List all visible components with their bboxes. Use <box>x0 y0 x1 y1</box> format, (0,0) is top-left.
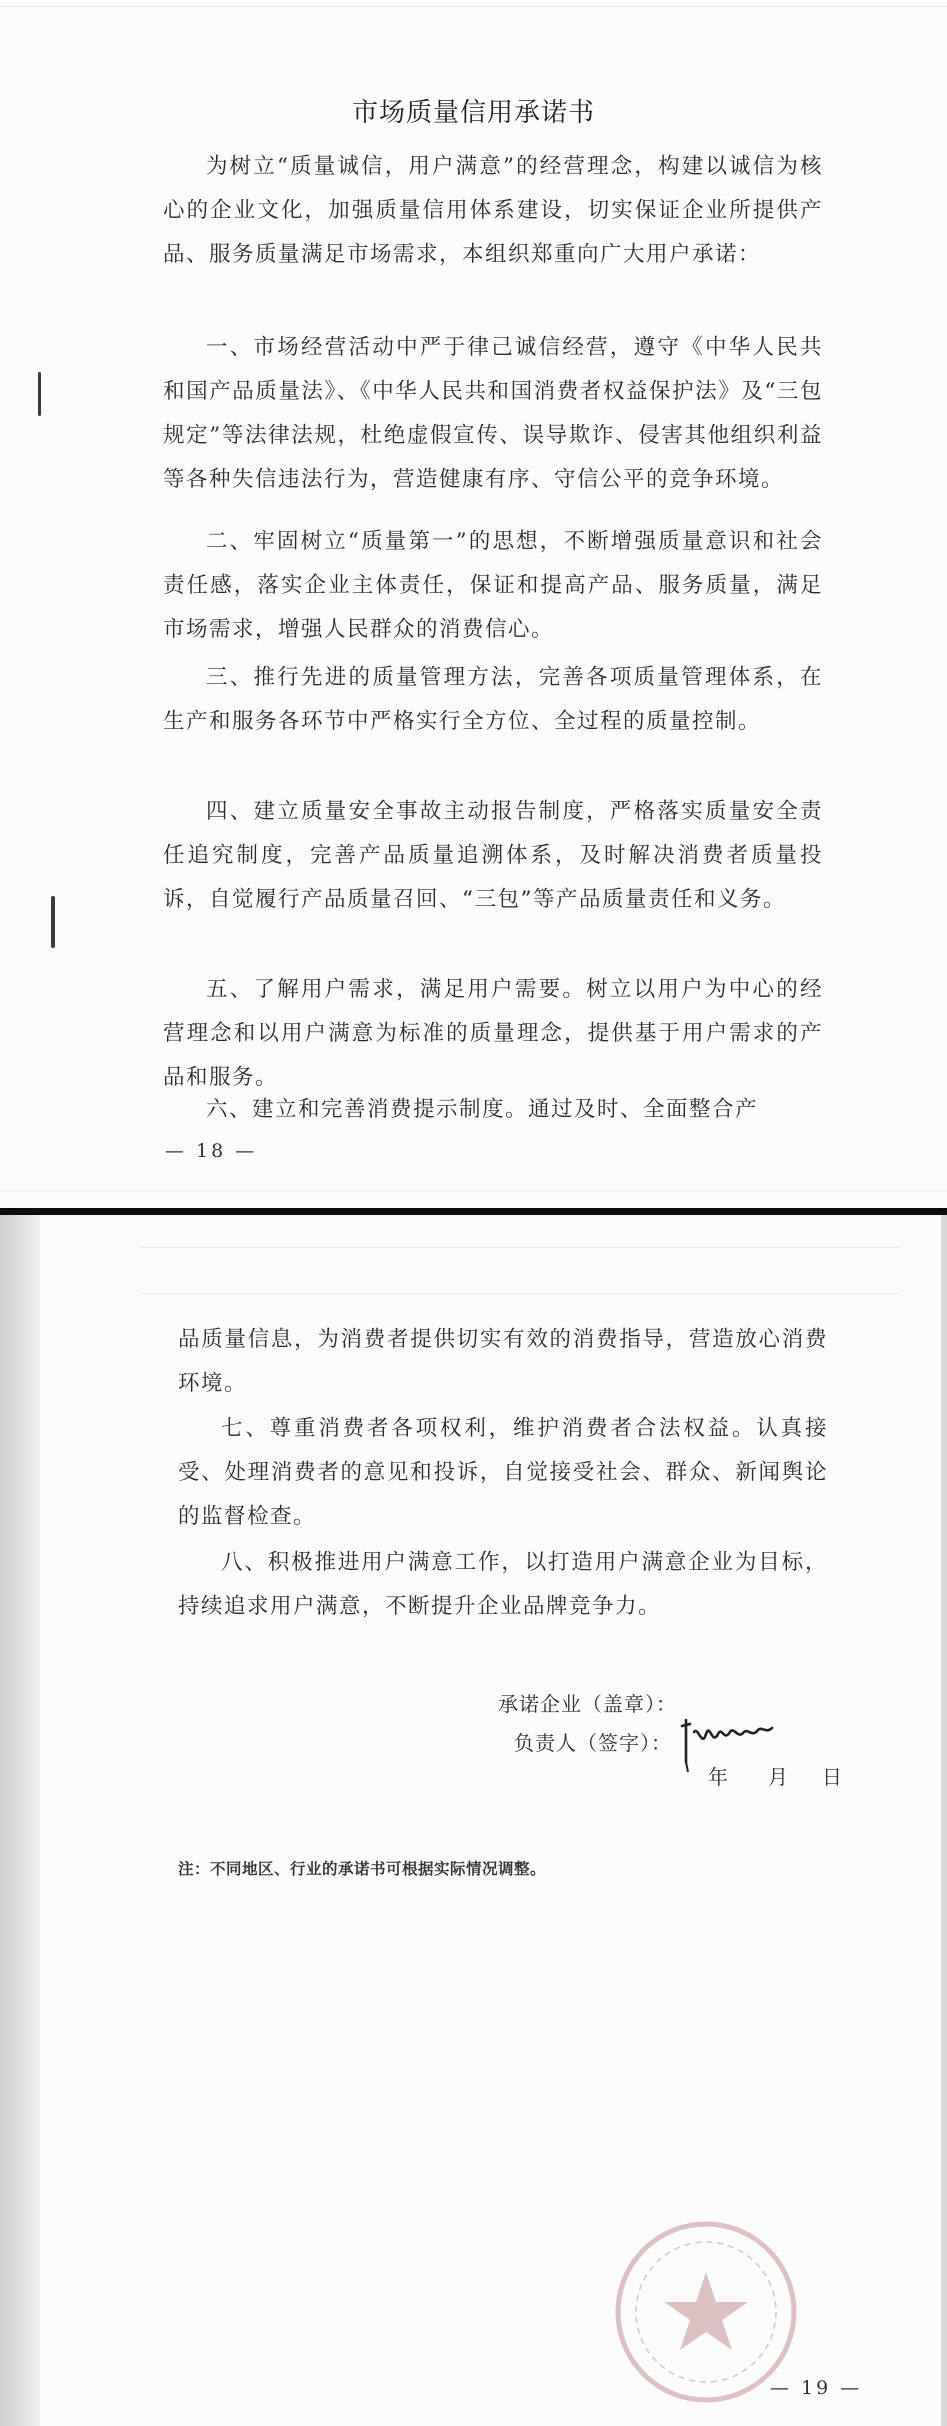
page-19 <box>0 1215 947 2426</box>
commitment-8: 八、积极推进用户满意工作，以打造用户满意企业为目标，持续追求用户满意，不断提升企业品牌竞争力。 <box>178 1550 828 1619</box>
page-18 <box>0 0 947 1208</box>
footnote: 注：不同地区、行业的承诺书可根据实际情况调整。 <box>178 1859 547 1878</box>
page-number: — 18 — <box>165 1140 258 1162</box>
commitment-2: 二、牢固树立“质量第一”的思想，不断增强质量意识和社会责任感，落实企业主体责任，保证和提高产品、服务质量，满足市场需求，增强人民群众的消费信心。 <box>163 529 823 642</box>
commitment-6-end: 品质量信息，为消费者提供切实有效的消费指导，营造放心消费环境。 <box>178 1327 828 1396</box>
date-month: 月 <box>768 1765 789 1789</box>
document-title: 市场质量信用承诺书 <box>351 98 595 128</box>
responsible-person-label: 负责人（签字）： <box>514 1731 672 1755</box>
page-separator <box>0 1208 947 1215</box>
binding-hole-mark <box>51 896 55 948</box>
date-day: 日 <box>822 1765 843 1789</box>
commitment-7: 七、尊重消费者各项权利，维护消费者合法权益。认真接受、处理消费者的意见和投诉，自觉接受社会、群众、新闻舆论的监督检查。 <box>178 1416 828 1529</box>
commitment-1: 一、市场经营活动中严于律己诚信经营，遵守《中华人民共和国产品质量法》、《中华人民共和国消费者权益保护法》及“三包规定”等法律法规，杜绝虚假宣传、误导欺诈、侵害其他组织利益等各种失信违法行为，营造健康有序、守信公平的竞争环境。 <box>163 335 823 492</box>
commitment-3: 三、推行先进的质量管理方法，完善各项质量管理体系，在生产和服务各环节中严格实行全方位、全过程的质量控制。 <box>163 665 823 734</box>
commitment-5: 五、了解用户需求，满足用户需要。树立以用户为中心的经营理念和以用户满意为标准的质量理念，提供基于用户需求的产品和服务。 <box>163 977 823 1090</box>
binding-hole-mark <box>38 372 41 416</box>
company-seal-label: 承诺企业（盖章）： <box>498 1692 677 1716</box>
page-number: — 19 — <box>770 2377 863 2399</box>
intro-paragraph: 为树立“质量诚信，用户满意”的经营理念，构建以诚信为核心的企业文化，加强质量信用体系建设，切实保证企业所提供产品、服务质量满足市场需求，本组织郑重向广大用户承诺： <box>163 154 823 267</box>
commitment-4: 四、建立质量安全事故主动报告制度，严格落实质量安全责任追究制度，完善产品质量追溯体系，及时解决消费者质量投诉，自觉履行产品质量召回、“三包”等产品质量责任和义务。 <box>163 799 823 912</box>
date-year: 年 <box>708 1765 729 1789</box>
commitment-6-start: 六、建立和完善消费提示制度。通过及时、全面整合产 <box>206 1097 759 1122</box>
